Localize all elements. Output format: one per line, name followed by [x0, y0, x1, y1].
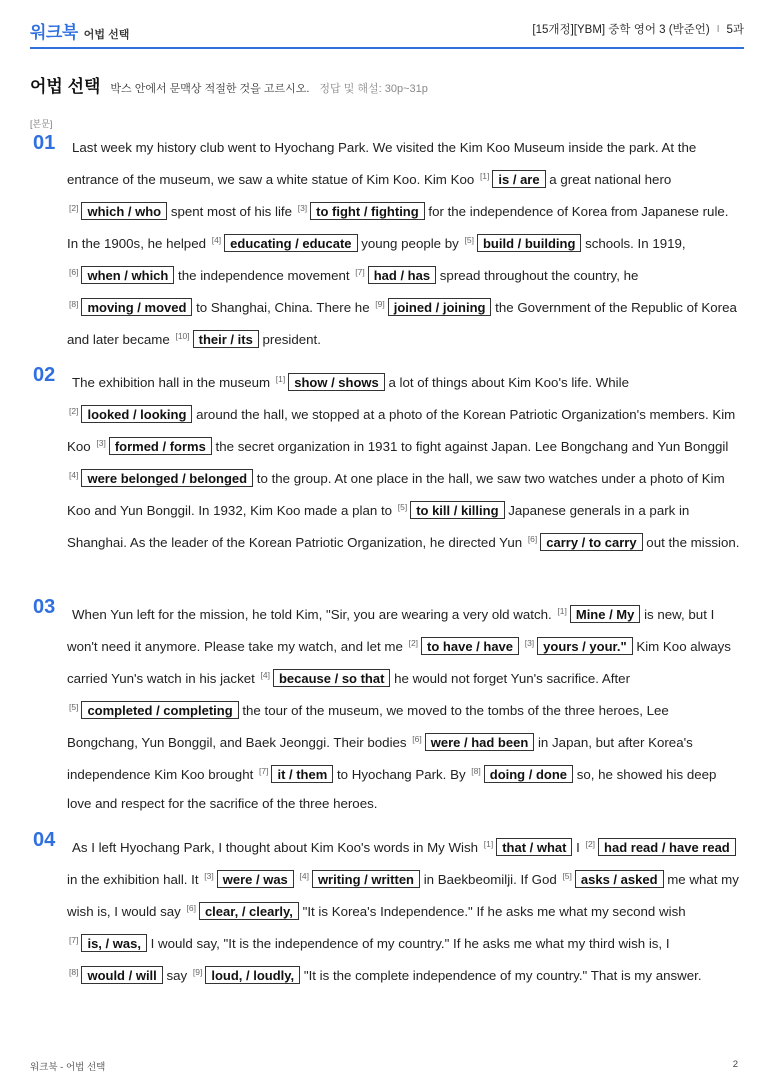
blank-number: [4]: [211, 235, 222, 245]
passage-text-run: me what my wish is, I would say: [67, 872, 739, 919]
passage-text-run: say: [162, 968, 191, 983]
page-header: [30, 18, 744, 49]
passage-text-run: As I left Hyochang Park, I thought about Kim Koo's words in My Wish: [72, 840, 482, 855]
instruction: 박스 안에서 문맥상 적절한 것을 고르시오.: [110, 83, 310, 95]
answer-reference: 정답 및 해설: 30p~31p: [319, 83, 428, 95]
blank-number: [3]: [297, 203, 308, 213]
passage-text-run: he would not forget Yun's sacrifice. After: [390, 671, 630, 686]
passage-text-run: in the exhibition hall. It: [67, 872, 203, 887]
choice-box[interactable]: looked / looking: [81, 405, 192, 423]
book-info: [532, 18, 744, 37]
passage-text-run: out the mission.: [642, 535, 740, 550]
passage-text-run: for the independence of Korea from Japanese rule. In the 1900s, he helped: [67, 204, 729, 251]
blank-number: [6]: [527, 534, 538, 544]
choice-box[interactable]: because / so that: [273, 669, 390, 687]
passage-text-run: around the hall, we stopped at a photo of the Korean Patriotic Organization's members. Kim Koo: [67, 407, 736, 454]
passage-text-run: Last week my history club went to Hyochang Park. We visited the Kim Koo Museum inside the park. At the entrance of the museum, we saw a white statue of Kim Koo. Kim Koo: [67, 140, 697, 187]
passage-text-run: The exhibition hall in the museum: [72, 375, 274, 390]
passage-01: [30, 133, 742, 354]
passage-text: [67, 830, 742, 990]
passage-text-run: Kim Koo always carried Yun's watch in his jacket: [67, 639, 731, 686]
brand: [30, 18, 129, 43]
blank-number: [1]: [483, 839, 494, 849]
passage-text: [67, 365, 742, 557]
passage-text-run: in Japan, but after Korea's independence Kim Koo brought: [67, 735, 693, 782]
choice-box[interactable]: writing / written: [312, 870, 420, 888]
section-number: 03: [33, 596, 56, 618]
blank-number: [1]: [275, 374, 286, 384]
page-footer: [30, 1059, 738, 1073]
choice-box[interactable]: show / shows: [288, 373, 385, 391]
section-number: 02: [33, 364, 56, 386]
section-number: 01: [33, 132, 56, 154]
passage-text-run: to Shanghai, China. There he: [192, 300, 374, 315]
blank-number: [8]: [471, 766, 481, 776]
title-line: [30, 72, 428, 97]
passage-text-run: is new, but I won't need it anymore. Please take my watch, and let me: [67, 607, 715, 654]
passage-text-run: [294, 872, 298, 887]
choice-box[interactable]: build / building: [477, 234, 581, 252]
passage-04: [30, 830, 742, 990]
blank-number: [4]: [260, 670, 270, 680]
blank-number: [5]: [562, 871, 572, 881]
passage-text-run: When Yun left for the mission, he told Kim, "Sir, you are wearing a very old watch.: [72, 607, 556, 622]
passage-text: [67, 133, 742, 354]
passage-text-run: Japanese generals in a park in Shanghai. As the leader of the Korean Patriotic Organization, he directed Yun: [67, 503, 690, 550]
blank-number: [5]: [69, 702, 79, 712]
blank-number: [7]: [259, 766, 269, 776]
page-number: 2: [732, 1059, 738, 1070]
blank-number: [9]: [375, 299, 385, 309]
blank-number: [4]: [299, 871, 309, 881]
passage-text-run: I would say, "It is the independence of my country." If he asks me what my third wish is, I: [146, 936, 670, 951]
lesson-label: 5과: [726, 24, 744, 36]
choice-box[interactable]: yours / your.": [537, 637, 632, 655]
blank-number: [1]: [479, 171, 490, 181]
passage-text-run: the independence movement: [174, 268, 354, 283]
choice-box[interactable]: it / them: [271, 765, 333, 783]
blank-number: [3]: [96, 438, 106, 448]
choice-box[interactable]: carry / to carry: [540, 533, 642, 551]
blank-number: [9]: [192, 967, 203, 977]
passage-text-run: president.: [258, 332, 321, 347]
separator: I: [716, 23, 720, 35]
blank-number: [7]: [69, 935, 79, 945]
passage-text-run: a lot of things about Kim Koo's life. While: [384, 375, 629, 390]
passage-text-run: to the group. At one place in the hall, we saw two watches under a photo of Kim Koo and Yun Bonggil. In 1932, Kim Koo made a plan to: [67, 471, 725, 518]
choice-box[interactable]: formed / forms: [109, 437, 212, 455]
choice-box[interactable]: to have / have: [421, 637, 519, 655]
choice-box[interactable]: joined / joining: [388, 298, 492, 316]
passage-text-run: schools. In 1919,: [581, 236, 686, 251]
passage-text-run: to Hyochang Park. By: [333, 767, 470, 782]
passage-text-run: in Baekbeomilji. If God: [420, 872, 561, 887]
choice-box[interactable]: is / are: [492, 170, 545, 188]
blank-number: [10]: [175, 331, 190, 341]
choice-box[interactable]: their / its: [193, 330, 259, 348]
passage-text-run: so, he showed his deep love and respect for the sacrifice of the three heroes.: [67, 767, 717, 811]
passage-text-run: a great national hero: [545, 172, 672, 187]
passage-text-run: "It is Korea's Independence." If he asks me what my second wish: [298, 904, 686, 919]
choice-box[interactable]: completed / completing: [81, 701, 238, 719]
workbook-logo: 워크북: [30, 23, 78, 42]
choice-box[interactable]: doing / done: [484, 765, 573, 783]
blank-number: [2]: [69, 203, 79, 213]
blank-number: [6]: [186, 903, 196, 913]
passage-text-run: young people by: [357, 236, 463, 251]
choice-box[interactable]: were / had been: [425, 733, 535, 751]
choice-box[interactable]: educating / educate: [224, 234, 357, 252]
page-title: 어법 선택: [30, 77, 101, 96]
choice-box[interactable]: which / who: [81, 202, 167, 220]
passage-text-run: I: [572, 840, 584, 855]
blank-number: [7]: [355, 267, 365, 277]
choice-box[interactable]: when / which: [81, 266, 174, 284]
blank-number: [1]: [557, 606, 567, 616]
choice-box[interactable]: were belonged / belonged: [81, 469, 253, 487]
blank-number: [2]: [408, 638, 419, 648]
choice-box[interactable]: moving / moved: [81, 298, 192, 316]
blank-number: [2]: [585, 839, 596, 849]
passage-text-run: spread throughout the country, he: [436, 268, 639, 283]
book-title: [15개정][YBM] 중학 영어 3 (박준언): [532, 24, 710, 36]
footer-label: 워크북 - 어법 선택: [30, 1062, 106, 1073]
choice-box[interactable]: had / has: [368, 266, 436, 284]
header-subtitle: 어법 선택: [83, 29, 130, 41]
passage-text: [67, 597, 742, 818]
passage-text-run: the tour of the museum, we moved to the tombs of the three heroes, Lee Bongchang, Yun Bonggil, and Baek Jeonggi. Their bodies: [67, 703, 669, 750]
blank-number: [6]: [412, 734, 422, 744]
blank-number: [5]: [397, 502, 408, 512]
choice-box[interactable]: Mine / My: [570, 605, 641, 623]
choice-box[interactable]: to kill / killing: [410, 501, 504, 519]
choice-box[interactable]: is, / was,: [81, 934, 146, 952]
choice-box[interactable]: were / was: [217, 870, 294, 888]
passage-text-run: the secret organization in 1931 to fight against Japan. Lee Bongchang and Yun Bonggil: [211, 439, 729, 454]
blank-number: [8]: [69, 967, 79, 977]
blank-number: [2]: [69, 406, 79, 416]
blank-number: [3]: [204, 871, 214, 881]
passage-text-run: "It is the complete independence of my country." That is my answer.: [300, 968, 702, 983]
choice-box[interactable]: loud, / loudly,: [205, 966, 300, 984]
blank-number: [6]: [69, 267, 79, 277]
blank-number: [4]: [69, 470, 79, 480]
choice-box[interactable]: had read / have read: [598, 838, 736, 856]
section-number: 04: [33, 829, 56, 851]
passage-text-run: the Government of the Republic of Korea and later became: [67, 300, 737, 347]
passage-03: [30, 597, 742, 818]
choice-box[interactable]: to fight / fighting: [310, 202, 425, 220]
blank-number: [8]: [69, 299, 79, 309]
passage-text-run: spent most of his life: [167, 204, 296, 219]
bonmun-label: [본문]: [30, 119, 53, 129]
choice-box[interactable]: that / what: [496, 838, 572, 856]
choice-box[interactable]: would / will: [81, 966, 162, 984]
blank-number: [5]: [464, 235, 474, 245]
passage-text-run: [519, 639, 523, 654]
passage-02: [30, 365, 742, 557]
choice-box[interactable]: clear, / clearly,: [199, 902, 299, 920]
blank-number: [3]: [524, 638, 535, 648]
choice-box[interactable]: asks / asked: [575, 870, 664, 888]
